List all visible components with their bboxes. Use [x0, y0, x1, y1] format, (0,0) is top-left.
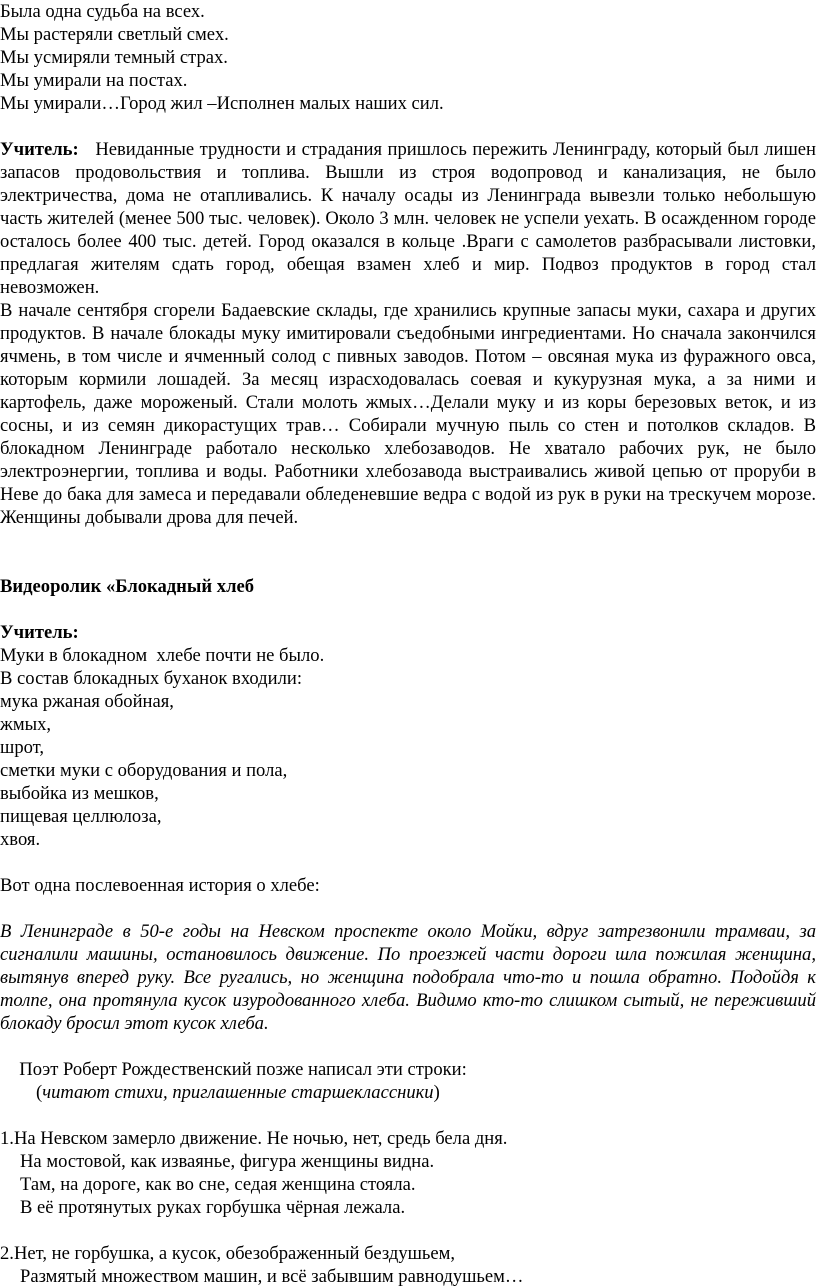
spacer — [0, 598, 816, 621]
stanza-2 — [0, 1242, 816, 1288]
list-item: Муки в блокадном хлебе почти не было. — [0, 645, 325, 666]
story-text: В Ленинграде в 50-е годы на Невском проспекте около Мойки, вдруг затрезвонили трамваи, за сигналили машины, остановилось движение. По проезжей части дороги шла пожилая женщина, вытянув вперед руку. Все ругались, но женщина подобрала что-то и пошла обратно. Подойдя к толпе, она протянула кусок изуродованного хлеба. Видимо кто-то слишком сытый, не переживший блокаду бросил этот кусок хлеба. — [0, 921, 816, 1034]
list-item: пищевая целлюлоза, — [0, 806, 162, 827]
spacer — [0, 897, 816, 920]
spacer — [0, 1035, 816, 1058]
stanza-line: 2.Нет, не горбушка, а кусок, обезображенный бездушьем, — [0, 1243, 456, 1264]
poem-line: Мы усмиряли темный страх. — [0, 47, 228, 68]
poem-line: Мы умирали на постах. — [0, 70, 188, 91]
poet-line-text: Поэт Роберт Рождественский позже написал эти строки: — [19, 1059, 467, 1080]
bread-ingredients-list — [0, 644, 816, 851]
list-item: жмых, — [0, 714, 52, 735]
spacer — [0, 1219, 816, 1242]
reading-note-text: читают стихи, приглашенные старшеклассники — [42, 1082, 434, 1103]
list-item: шрот, — [0, 737, 45, 758]
teacher-label: Учитель: — [0, 139, 79, 160]
poem-line: Мы растеряли светлый смех. — [0, 24, 229, 45]
poet-line — [0, 1058, 816, 1081]
reading-note-open: ( — [36, 1082, 43, 1103]
story-intro: Вот одна послевоенная история о хлебе: — [0, 875, 320, 896]
list-item: выбойка из мешков, — [0, 783, 159, 804]
teacher-label-2: Учитель: — [0, 622, 79, 643]
reading-note — [0, 1081, 816, 1104]
paragraph-2: В начале сентября сгорели Бадаевские склады, где хранились крупные запасы муки, сахара и других продуктов. В начале блокады муку имитировали съедобными ингредиентами. Но сначала закончился ячмень, в том числе и ячменный солод с пивных заводов. Потом – овсяная мука из фуражного овса, которым кормили лошадей. За месяц израсходовалась соевая и кукурузная мука, а за ними и картофель, даже мороженый. Стали молоть жмых…Делали муку и из коры березовых веток, и из сосны, и из семян дикорастущих трав… Собирали мучную пыль со стен и потолков складов. В блокадном Ленинграде работало несколько хлебозаводов. Не хватало рабочих рук, не было электроэнергии, топлива и воды. Работники хлебозавода выстраивались живой цепью от проруби в Неве до бака для замеса и передавали обледеневшие ведра с водой из рук в руки на трескучем морозе. Женщины добывали дрова для печей. — [0, 300, 816, 528]
list-item: мука ржаная обойная, — [0, 691, 174, 712]
stanza-line: Там, на дороге, как во сне, седая женщина стояла. — [20, 1174, 416, 1195]
teacher-paragraph-text: Невиданные трудности и страдания пришлось пережить Ленинграду, который был лишен запасов продовольствия и топлива. Вышли из строя водопровод и канализация, не было электричества, дома не отапливались. К началу осады из Ленинграда вывезли только небольшую часть жителей (менее 500 тыс. человек). Около 3 млн. человек не успели уехать. В осажденном городе осталось более 400 тыс. детей. Город оказался в кольце .Враги с самолетов разбрасывали листовки, предлагая жителям сдать город, обещая взамен хлеб и мир. Подвоз продуктов в город стал невозможен. — [0, 139, 816, 298]
intro-poem — [0, 0, 816, 115]
list-item: хвоя. — [0, 829, 41, 850]
spacer — [0, 115, 816, 138]
list-item: сметки муки с оборудования и пола, — [0, 760, 288, 781]
video-heading: Видеоролик «Блокадный хлеб — [0, 576, 255, 597]
spacer — [0, 851, 816, 874]
reading-note-close: ) — [433, 1082, 440, 1103]
stanza-1 — [0, 1127, 816, 1219]
spacer — [0, 529, 816, 575]
teacher-paragraph-1 — [0, 138, 816, 299]
poem-line: Была одна судьба на всех. — [0, 1, 205, 22]
stanza-line: Размятый множеством машин, и всё забывшим равнодушьем… — [20, 1266, 524, 1287]
list-item: В состав блокадных буханок входили: — [0, 668, 302, 689]
spacer — [0, 1104, 816, 1127]
stanza-line: В её протянутых руках горбушка чёрная лежала. — [20, 1197, 406, 1218]
poem-line: Мы умирали…Город жил –Исполнен малых наших сил. — [0, 93, 444, 114]
stanza-line: На мостовой, как изваянье, фигура женщины видна. — [20, 1151, 435, 1172]
stanza-line: 1.На Невском замерло движение. Не ночью, нет, средь бела дня. — [0, 1128, 508, 1149]
